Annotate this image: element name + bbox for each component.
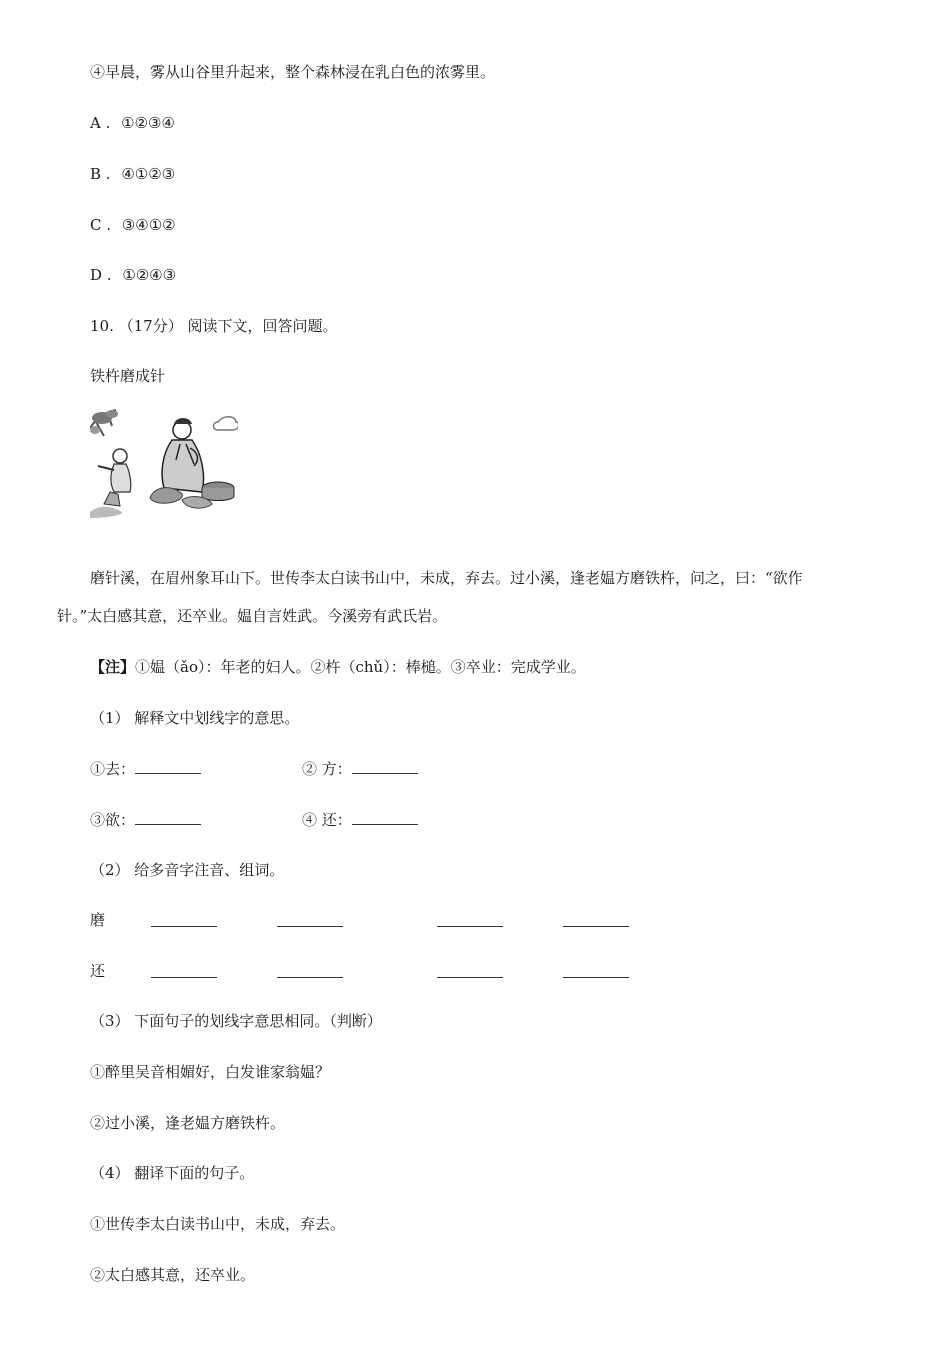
sub4-sentence-1: ①世传李太白读书山中，未成，弃去。 bbox=[90, 1215, 346, 1233]
sub1-item-3-label: ③欲： bbox=[90, 811, 136, 829]
passage-line-1: 磨针溪，在眉州象耳山下。世传李太白读书山中，未成，弃去。过小溪，逢老媪方磨铁杵，问之，曰：“欲作 bbox=[90, 569, 803, 587]
option-b-label: B . bbox=[90, 165, 111, 183]
sub1-item-1-label: ①去： bbox=[90, 760, 136, 778]
sub4-sentence-2: ②太白感其意，还卒业。 bbox=[90, 1266, 256, 1284]
option-c[interactable] bbox=[90, 215, 176, 235]
option-d-label: D . bbox=[90, 266, 112, 284]
sub2-char-1: 磨 bbox=[90, 911, 106, 929]
answer-blank[interactable] bbox=[437, 963, 503, 978]
note-label: 【注】 bbox=[90, 658, 136, 676]
answer-blank[interactable] bbox=[352, 759, 418, 774]
passage-line-2: 针。”太白感其意，还卒业。媪自言姓武。今溪旁有武氏岩。 bbox=[57, 607, 448, 625]
answer-blank[interactable] bbox=[352, 810, 418, 825]
option-c-label: C . bbox=[90, 216, 112, 234]
option-a[interactable] bbox=[90, 113, 175, 133]
sub2-char-2: 还 bbox=[90, 962, 106, 980]
sub3-sentence-2: ②过小溪，逢老媪方磨铁杵。 bbox=[90, 1114, 286, 1132]
option-b-value: ④①②③ bbox=[121, 165, 176, 183]
sub3-sentence-1: ①醉里吴音相媚好，白发谁家翁媪？ bbox=[90, 1063, 331, 1081]
answer-blank[interactable] bbox=[135, 759, 201, 774]
sub1-item-4-label: ④ 还： bbox=[302, 811, 352, 829]
answer-blank[interactable] bbox=[135, 810, 201, 825]
option-c-value: ③④①② bbox=[121, 216, 176, 234]
option-a-value: ①②③④ bbox=[121, 114, 175, 132]
sub1-item-4 bbox=[302, 810, 418, 830]
sub1-item-3 bbox=[90, 810, 201, 830]
option-d[interactable] bbox=[90, 265, 176, 285]
answer-blank[interactable] bbox=[277, 963, 343, 978]
sub4-prompt: （4） 翻译下面的句子。 bbox=[90, 1164, 255, 1182]
option-b[interactable] bbox=[90, 164, 175, 184]
story-illustration bbox=[90, 408, 238, 518]
sub3-prompt: （3） 下面句子的划线字意思相同。（判断） bbox=[90, 1012, 382, 1030]
answer-blank[interactable] bbox=[277, 912, 343, 927]
sub1-item-1 bbox=[90, 759, 201, 779]
note bbox=[90, 657, 586, 677]
answer-blank[interactable] bbox=[151, 963, 217, 978]
sub1-item-2-label: ② 方： bbox=[302, 760, 352, 778]
sub1-item-2 bbox=[302, 759, 418, 779]
question-10-header: 10. （17分） 阅读下文，回答问题。 bbox=[90, 317, 338, 335]
sub2-prompt: （2） 给多音字注音、组词。 bbox=[90, 861, 285, 879]
answer-blank[interactable] bbox=[437, 912, 503, 927]
answer-blank[interactable] bbox=[563, 963, 629, 978]
note-text: ①媪（ǎo）：年老的妇人。②杵（chǔ）：棒槌。③卒业：完成学业。 bbox=[135, 658, 586, 676]
answer-blank[interactable] bbox=[563, 912, 629, 927]
option-a-label: A . bbox=[90, 114, 111, 132]
option-d-value: ①②④③ bbox=[122, 266, 177, 284]
passage-title: 铁杵磨成针 bbox=[90, 367, 166, 385]
q9-sentence-4: ④早晨，雾从山谷里升起来，整个森林浸在乳白色的浓雾里。 bbox=[90, 63, 496, 81]
sub1-prompt: （1） 解释文中划线字的意思。 bbox=[90, 709, 300, 727]
answer-blank[interactable] bbox=[151, 912, 217, 927]
